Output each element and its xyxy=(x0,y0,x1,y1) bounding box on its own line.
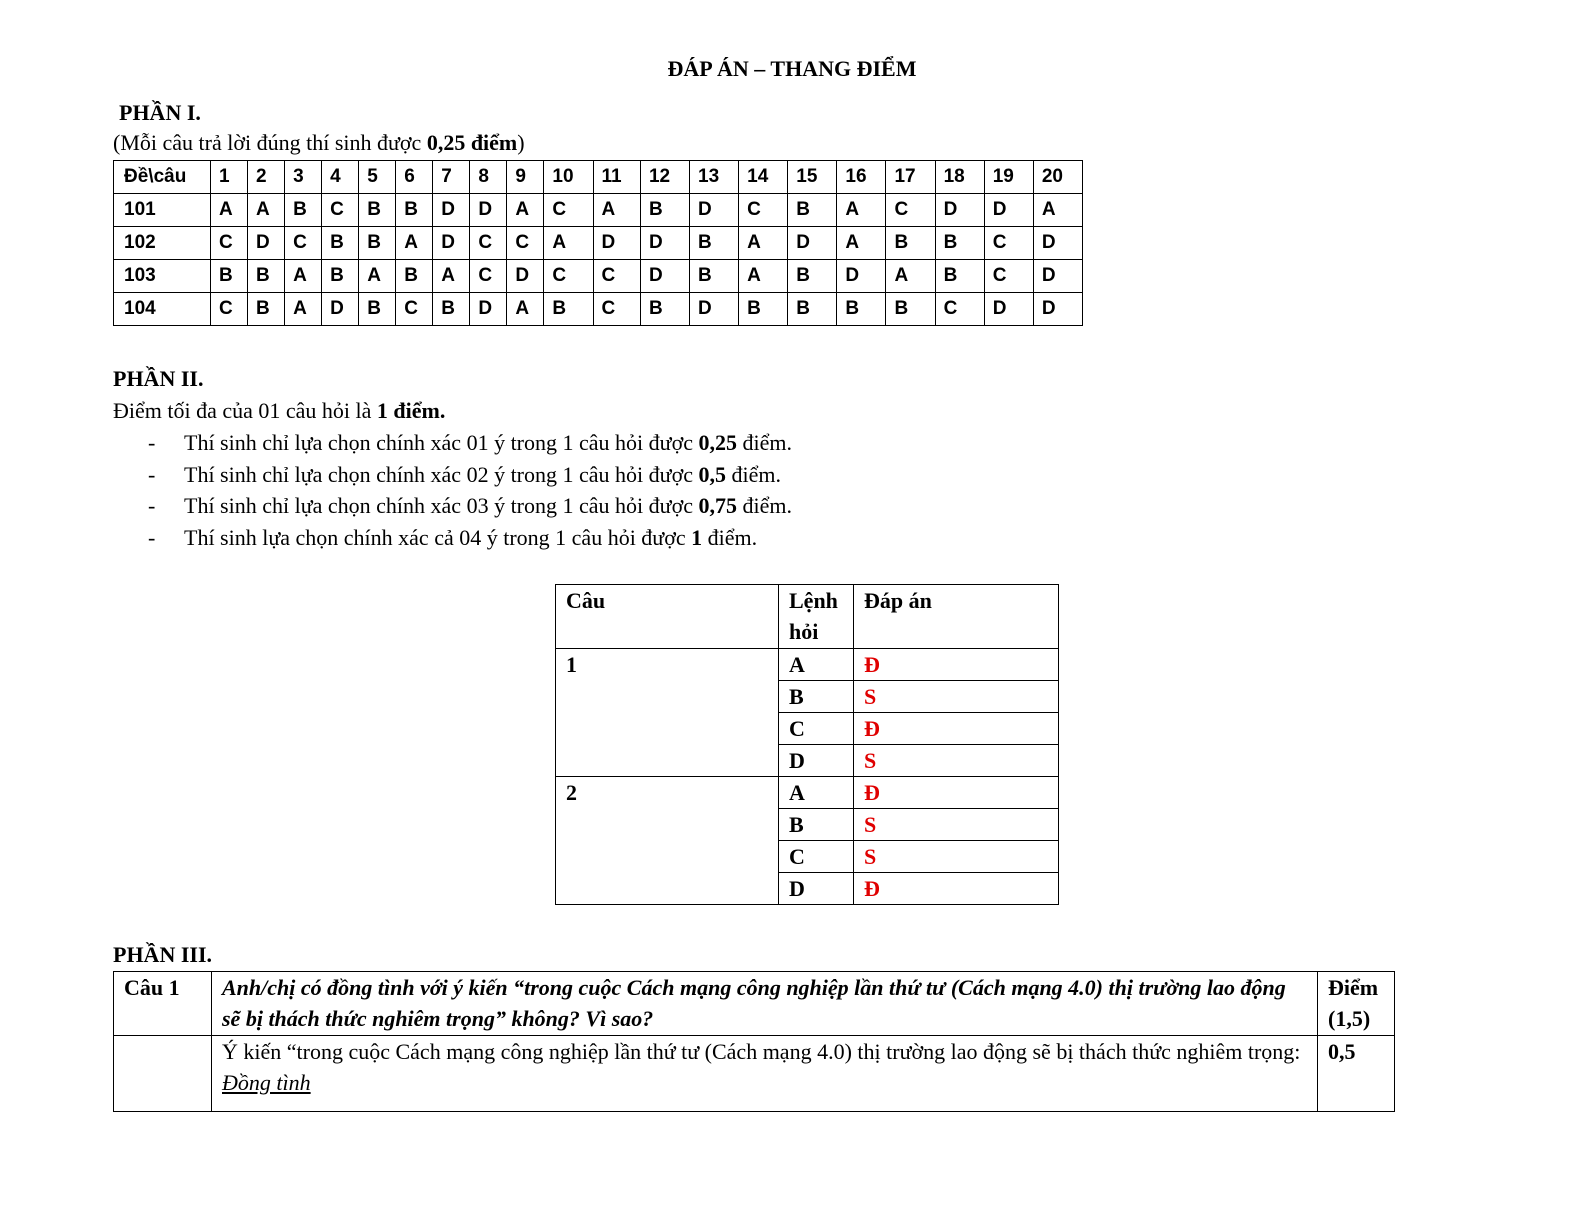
answer-cell: A xyxy=(396,227,433,260)
answer-cell: C xyxy=(470,227,507,260)
exam-code: 102 xyxy=(114,227,211,260)
bullet-bold: 1 xyxy=(691,524,703,550)
answer-cell: B xyxy=(396,194,433,227)
answer-cell: D xyxy=(984,194,1033,227)
answer-cell: A xyxy=(739,260,788,293)
answer-cell: D xyxy=(593,227,640,260)
bullet-text: Thí sinh chỉ lựa chọn chính xác 01 ý trong 1 câu hỏi được xyxy=(184,430,699,455)
answer-cell: D xyxy=(1033,227,1082,260)
answer-value: Đ xyxy=(854,777,1059,809)
answer-cell: B xyxy=(248,260,285,293)
bullet-text: Thí sinh lựa chọn chính xác cả 04 ý trong 1 câu hỏi được xyxy=(184,524,692,550)
answer-cell: B xyxy=(433,293,470,326)
header-question-number: 13 xyxy=(690,161,739,194)
answer-cell: A xyxy=(248,194,285,227)
part1-note-prefix: (Mỗi câu trả lời đúng thí sinh được xyxy=(113,130,427,155)
bullet-dash: - xyxy=(148,524,156,550)
answer-value: S xyxy=(854,745,1059,777)
header-question-number: 8 xyxy=(470,161,507,194)
answer-cell: D xyxy=(322,293,359,326)
lenh-hoi: D xyxy=(779,873,854,905)
answer-cell: B xyxy=(248,293,285,326)
part1-note xyxy=(113,127,525,158)
bullet-text-end: điểm. xyxy=(736,430,792,455)
answer-cell: B xyxy=(788,194,837,227)
answer-cell: B xyxy=(359,194,396,227)
header-question-number: 15 xyxy=(788,161,837,194)
answer-value: Đ xyxy=(854,649,1059,681)
answer-cell: A xyxy=(837,194,886,227)
answer-cell: C xyxy=(211,227,248,260)
answer-cell: C xyxy=(984,260,1033,293)
bullet-dash: - xyxy=(148,493,156,518)
header-de-cau: Đề\câu xyxy=(114,161,211,194)
header-lenh-hoi: Lệnh hỏi xyxy=(779,585,854,649)
answer-cell: A xyxy=(285,260,322,293)
answer-cell: A xyxy=(507,293,544,326)
lenh-hoi: C xyxy=(779,713,854,745)
answer-cell: B xyxy=(396,260,433,293)
header-question-number: 3 xyxy=(285,161,322,194)
list-item xyxy=(148,490,792,522)
answer-cell: C xyxy=(544,194,593,227)
answer-cell: A xyxy=(507,194,544,227)
score-header: Điểm (1,5) xyxy=(1318,972,1395,1036)
answer-cell: B xyxy=(359,293,396,326)
bullet-text: Thí sinh chỉ lựa chọn chính xác 03 ý trong 1 câu hỏi được xyxy=(184,493,699,518)
header-question-number: 14 xyxy=(739,161,788,194)
header-question-number: 6 xyxy=(396,161,433,194)
answer-cell: A xyxy=(211,194,248,227)
answer-cell: B xyxy=(739,293,788,326)
exam-code: 103 xyxy=(114,260,211,293)
answer-cell: D xyxy=(640,260,689,293)
answer-cell: B xyxy=(788,260,837,293)
header-question-number: 18 xyxy=(935,161,984,194)
answer-cell: D xyxy=(690,194,739,227)
answer-cell: D xyxy=(640,227,689,260)
lenh-hoi: C xyxy=(779,841,854,873)
answer-cell: B xyxy=(690,260,739,293)
answer-cell: B xyxy=(211,260,248,293)
bullet-dash: - xyxy=(148,430,156,455)
header-question-number: 2 xyxy=(248,161,285,194)
lenh-hoi: D xyxy=(779,745,854,777)
part3-table xyxy=(113,971,1395,1112)
part2-heading: PHẦN II. xyxy=(113,366,204,391)
answer-cell: B xyxy=(285,194,322,227)
answer-cell: D xyxy=(1033,293,1082,326)
header-question-number: 7 xyxy=(433,161,470,194)
header-dap-an: Đáp án xyxy=(854,585,1059,649)
header-question-number: 20 xyxy=(1033,161,1082,194)
answer-cell: C xyxy=(544,260,593,293)
answer-cell: B xyxy=(837,293,886,326)
answer-cell: D xyxy=(984,293,1033,326)
answer-cell: A xyxy=(593,194,640,227)
answer-cell: D xyxy=(507,260,544,293)
answer-cell: C xyxy=(593,260,640,293)
header-question-number: 10 xyxy=(544,161,593,194)
table-row xyxy=(114,293,1083,326)
bullet-bold: 0,5 xyxy=(698,461,726,487)
answer-row-text xyxy=(212,1036,1318,1112)
answer-cell: C xyxy=(396,293,433,326)
answer-cell: B xyxy=(886,293,935,326)
lenh-hoi: B xyxy=(779,681,854,713)
answer-cell: A xyxy=(433,260,470,293)
answer-cell: D xyxy=(935,194,984,227)
bullet-text-end: điểm. xyxy=(702,524,758,550)
answer-cell: D xyxy=(690,293,739,326)
bullet-text-end: điểm. xyxy=(736,493,792,518)
header-question-number: 16 xyxy=(837,161,886,194)
part1-answer-table xyxy=(113,160,1083,326)
table-row xyxy=(114,194,1083,227)
question-number: 2 xyxy=(556,777,779,905)
answer-cell: A xyxy=(837,227,886,260)
list-item xyxy=(148,459,792,491)
answer-cell: B xyxy=(640,194,689,227)
answer-value: S xyxy=(854,681,1059,713)
answer-cell: A xyxy=(739,227,788,260)
answer-cell: C xyxy=(470,260,507,293)
header-cau: Câu xyxy=(556,585,779,649)
answer-cell: C xyxy=(507,227,544,260)
part1-note-bold: 0,25 điểm xyxy=(426,130,518,155)
bullet-bold: 0,25 xyxy=(698,430,737,455)
answer-cell: C xyxy=(935,293,984,326)
answer-value: S xyxy=(854,841,1059,873)
answer-cell: B xyxy=(322,227,359,260)
answer-value: Đ xyxy=(854,713,1059,745)
part1-note-suffix: ) xyxy=(517,130,525,155)
answer-cell: C xyxy=(322,194,359,227)
exam-code: 104 xyxy=(114,293,211,326)
answer-cell: C xyxy=(984,227,1033,260)
answer-cell: D xyxy=(470,194,507,227)
answer-cell: D xyxy=(470,293,507,326)
lenh-hoi: A xyxy=(779,649,854,681)
answer-value: Đ xyxy=(854,873,1059,905)
bullet-dash: - xyxy=(148,461,156,487)
table-header-row xyxy=(114,161,1083,194)
answer-cell: D xyxy=(433,227,470,260)
question-label: Câu 1 xyxy=(114,972,212,1036)
answer-cell: C xyxy=(886,194,935,227)
answer-cell: B xyxy=(935,227,984,260)
answer-cell: A xyxy=(285,293,322,326)
answer-cell: B xyxy=(935,260,984,293)
part2-intro-bold: 1 điểm. xyxy=(376,398,446,423)
part2-intro xyxy=(113,395,445,426)
answer-cell: C xyxy=(211,293,248,326)
answer-cell: C xyxy=(285,227,322,260)
part2-answer-table xyxy=(555,584,1059,905)
header-question-number: 12 xyxy=(640,161,689,194)
exam-code: 101 xyxy=(114,194,211,227)
answer-cell: A xyxy=(1033,194,1082,227)
answer-cell: B xyxy=(359,227,396,260)
page-title: ĐÁP ÁN – THANG ĐIỂM xyxy=(667,56,917,81)
header-question-number: 11 xyxy=(593,161,640,194)
bullet-text: Thí sinh chỉ lựa chọn chính xác 02 ý trong 1 câu hỏi được xyxy=(184,461,699,487)
answer-cell: B xyxy=(544,293,593,326)
empty-cell xyxy=(114,1036,212,1112)
answer-cell: A xyxy=(359,260,396,293)
question-text: Anh/chị có đồng tình với ý kiến “trong cuộc Cách mạng công nghiệp lần thứ tư (Cách mạng 4.0) thị trường lao động sẽ bị thách thức nghiêm trọng” không? Vì sao? xyxy=(212,972,1318,1036)
lenh-hoi: B xyxy=(779,809,854,841)
header-question-number: 19 xyxy=(984,161,1033,194)
answer-cell: A xyxy=(544,227,593,260)
bullet-bold: 0,75 xyxy=(698,493,737,518)
header-question-number: 17 xyxy=(886,161,935,194)
answer-value: S xyxy=(854,809,1059,841)
answer-cell: B xyxy=(640,293,689,326)
answer-cell: D xyxy=(1033,260,1082,293)
answer-text: Ý kiến “trong cuộc Cách mạng công nghiệp lần thứ tư (Cách mạng 4.0) thị trường lao động sẽ bị thách thức nghiêm trọng: xyxy=(222,1039,1301,1064)
table-row xyxy=(114,260,1083,293)
answer-cell: D xyxy=(837,260,886,293)
list-item xyxy=(148,427,792,459)
answer-cell: D xyxy=(248,227,285,260)
answer-cell: B xyxy=(322,260,359,293)
list-item xyxy=(148,522,792,554)
answer-choice: Đồng tình xyxy=(222,1070,311,1095)
answer-cell: B xyxy=(886,227,935,260)
header-question-number: 1 xyxy=(211,161,248,194)
answer-cell: C xyxy=(593,293,640,326)
lenh-hoi: A xyxy=(779,777,854,809)
header-question-number: 4 xyxy=(322,161,359,194)
part2-bullet-list xyxy=(148,427,792,553)
answer-cell: D xyxy=(788,227,837,260)
answer-cell: A xyxy=(886,260,935,293)
answer-cell: D xyxy=(433,194,470,227)
table-row xyxy=(114,227,1083,260)
answer-cell: C xyxy=(739,194,788,227)
answer-cell: B xyxy=(690,227,739,260)
part3-heading: PHẦN III. xyxy=(113,942,213,967)
question-number: 1 xyxy=(556,649,779,777)
answer-score: 0,5 xyxy=(1318,1036,1395,1112)
part2-intro-prefix: Điểm tối đa của 01 câu hỏi là xyxy=(113,398,377,423)
answer-cell: B xyxy=(788,293,837,326)
header-question-number: 5 xyxy=(359,161,396,194)
part1-heading: PHẦN I. xyxy=(119,100,201,125)
header-question-number: 9 xyxy=(507,161,544,194)
bullet-text-end: điểm. xyxy=(725,461,781,487)
